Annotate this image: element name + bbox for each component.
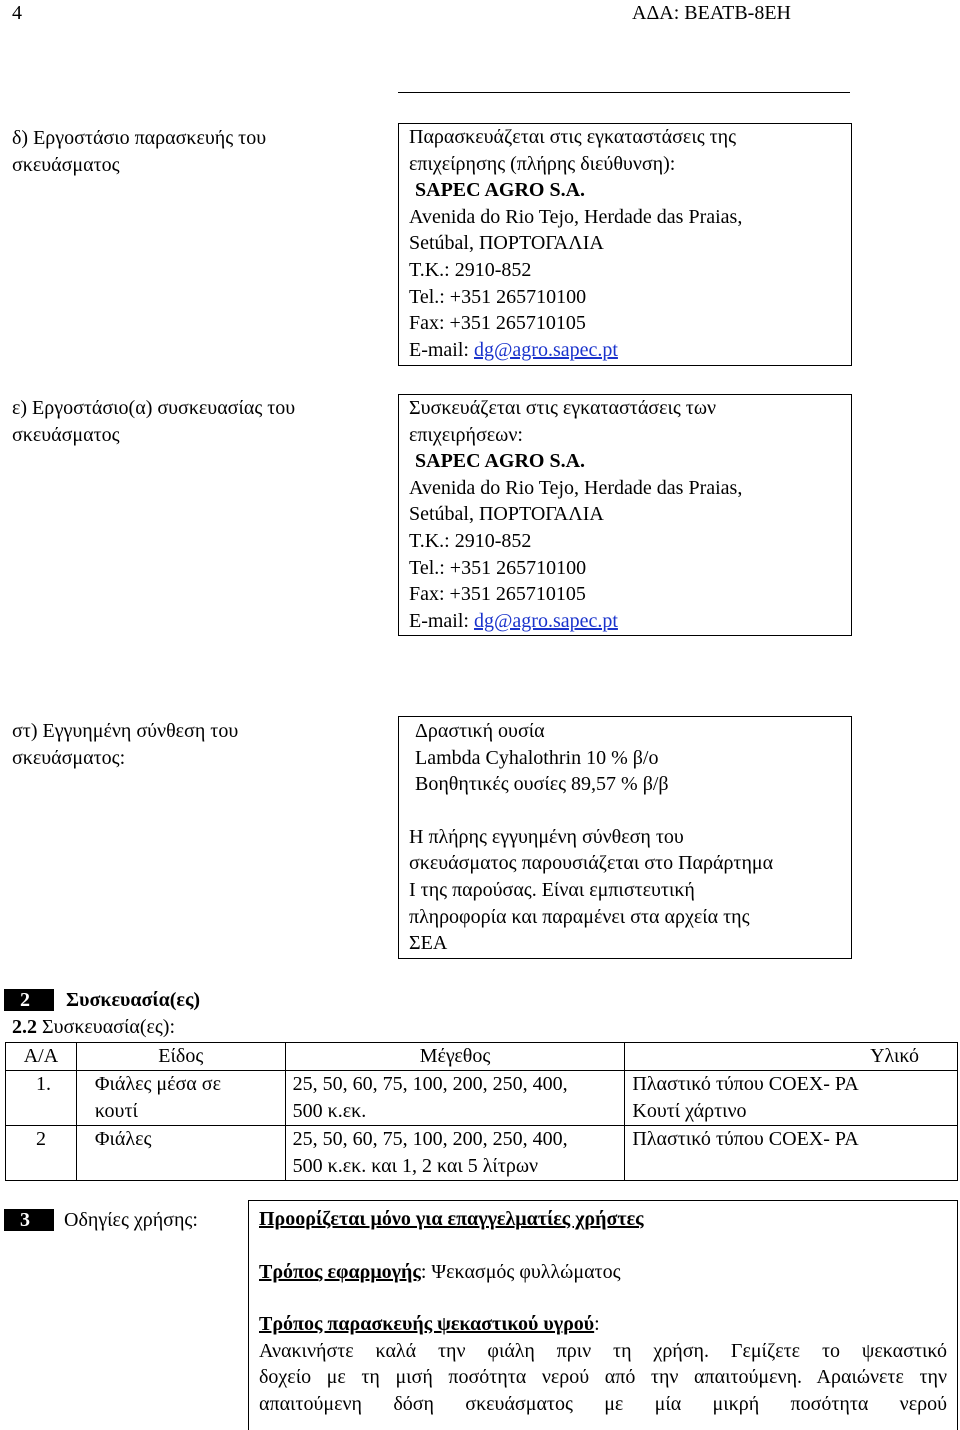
professional-use-note: Προορίζεται μόνο για επαγγελματίες χρήστες bbox=[259, 1208, 644, 1230]
address-line: Avenida do Rio Tejo, Herdade das Praias, bbox=[409, 476, 743, 499]
address-line: Setúbal, ΠΟΡΤΟΓΑΛΙΑ bbox=[409, 503, 604, 526]
section-2-title: Συσκευασία(ες) bbox=[66, 989, 201, 1011]
email-line: E-mail: dg@agro.sapec.pt bbox=[409, 338, 618, 361]
application-method: Τρόπος εφαρμογής: Ψεκασμός φυλλώματος bbox=[259, 1260, 621, 1283]
section-e-label: ε) Εργοστάσιο(α) συσκευασίας του σκευάσματος bbox=[12, 397, 296, 446]
phone: Tel.: +351 265710100 bbox=[409, 285, 587, 308]
note-line: ΣΕΑ bbox=[409, 932, 448, 955]
row-aa: 2 bbox=[6, 1126, 77, 1181]
postal-code: T.K.: 2910-852 bbox=[409, 529, 532, 552]
email-line: E-mail: dg@agro.sapec.pt bbox=[409, 609, 618, 632]
page-number: 4 bbox=[12, 2, 22, 24]
preparation-line: απαιτούμενη δόση σκευάσματος με μία μικρή ποσότητα νερού bbox=[259, 1392, 947, 1415]
email-link[interactable]: dg@agro.sapec.pt bbox=[473, 609, 618, 632]
section-st-box bbox=[398, 716, 852, 959]
active-substance: Lambda Cyhalothrin 10 % β/ο bbox=[415, 746, 659, 769]
section-3-label: Οδηγίες χρήσης: bbox=[64, 1209, 198, 1231]
note-line: σκευάσματος παρουσιάζεται στο Παράρτημα bbox=[409, 852, 774, 875]
row-material: Πλαστικό τύπου COEX- PA Κουτί χάρτινο bbox=[625, 1071, 958, 1126]
section-d-box bbox=[398, 123, 852, 366]
packaging-table bbox=[5, 1042, 958, 1181]
row-type: Φιάλες μέσα σε κουτί bbox=[76, 1071, 285, 1126]
intro-line: Συσκευάζεται στις εγκαταστάσεις των bbox=[409, 397, 717, 419]
preparation-title: Τρόπος παρασκευής ψεκαστικού υγρού: bbox=[259, 1313, 600, 1336]
section-st-label: στ) Εγγυημένη σύνθεση του σκευάσματος: bbox=[12, 720, 239, 769]
address-line: Setúbal, ΠΟΡΤΟΓΑΛΙΑ bbox=[409, 232, 604, 255]
fax: Fax: +351 265710105 bbox=[409, 312, 586, 335]
company-name: SAPEC AGRO S.A. bbox=[415, 179, 586, 202]
table-row bbox=[6, 1126, 958, 1181]
row-size: 25, 50, 60, 75, 100, 200, 250, 400, 500 κ.εκ. και 1, 2 και 5 λίτρων bbox=[285, 1126, 625, 1181]
fax: Fax: +351 265710105 bbox=[409, 583, 586, 606]
header-size: Μέγεθος bbox=[285, 1043, 625, 1071]
note-line: πληροφορία και παραμένει στα αρχεία της bbox=[409, 905, 750, 928]
subsection-2-2-title: 2.2 Συσκευασία(ες): bbox=[12, 1016, 176, 1038]
ada-code: ΑΔΑ: ΒΕΑΤΒ-8ΕΗ bbox=[632, 2, 791, 24]
table-header-row bbox=[6, 1043, 958, 1071]
preparation-line: δοχείο με τη μισή ποσότητα νερού από την απαιτούμενη. Αραιώνετε την bbox=[259, 1366, 947, 1389]
intro-line: επιχειρήσεων: bbox=[409, 423, 523, 446]
email-link[interactable]: dg@agro.sapec.pt bbox=[473, 338, 618, 361]
note-line: Ι της παρούσας. Είναι εμπιστευτική bbox=[409, 878, 695, 901]
header-aa: Α/Α bbox=[6, 1043, 77, 1071]
phone: Tel.: +351 265710100 bbox=[409, 556, 587, 579]
address-line: Avenida do Rio Tejo, Herdade das Praias, bbox=[409, 205, 743, 228]
table-row bbox=[6, 1071, 958, 1126]
section-2-number: 2 bbox=[4, 989, 54, 1011]
section-d-label: δ) Εργοστάσιο παρασκευής του σκευάσματος bbox=[12, 127, 267, 176]
header-type: Είδος bbox=[76, 1043, 285, 1071]
row-type: Φιάλες bbox=[76, 1126, 285, 1181]
preparation-line: Ανακινήστε καλά την φιάλη πριν τη χρήση. Γεμίζετε το ψεκαστικό bbox=[259, 1339, 947, 1362]
section-e-box bbox=[398, 394, 852, 636]
postal-code: T.K.: 2910-852 bbox=[409, 258, 532, 281]
company-name: SAPEC AGRO S.A. bbox=[415, 450, 586, 473]
usage-instructions-box bbox=[248, 1200, 958, 1430]
intro-line: Παρασκευάζεται στις εγκαταστάσεις της bbox=[409, 126, 737, 148]
note-line: Η πλήρης εγγυημένη σύνθεση του bbox=[409, 825, 684, 848]
active-title: Δραστική ουσία bbox=[415, 720, 545, 742]
auxiliary-substances: Βοηθητικές ουσίες 89,57 % β/β bbox=[415, 773, 669, 796]
intro-line: επιχείρησης (πλήρης διεύθυνση): bbox=[409, 152, 676, 175]
row-material: Πλαστικό τύπου COEX- PA bbox=[625, 1126, 958, 1181]
header-rule bbox=[398, 92, 850, 93]
row-size: 25, 50, 60, 75, 100, 200, 250, 400, 500 κ.εκ. bbox=[285, 1071, 625, 1126]
section-3-number: 3 bbox=[4, 1209, 54, 1231]
header-material: Υλικό bbox=[625, 1043, 958, 1071]
row-aa: 1. bbox=[6, 1071, 77, 1126]
